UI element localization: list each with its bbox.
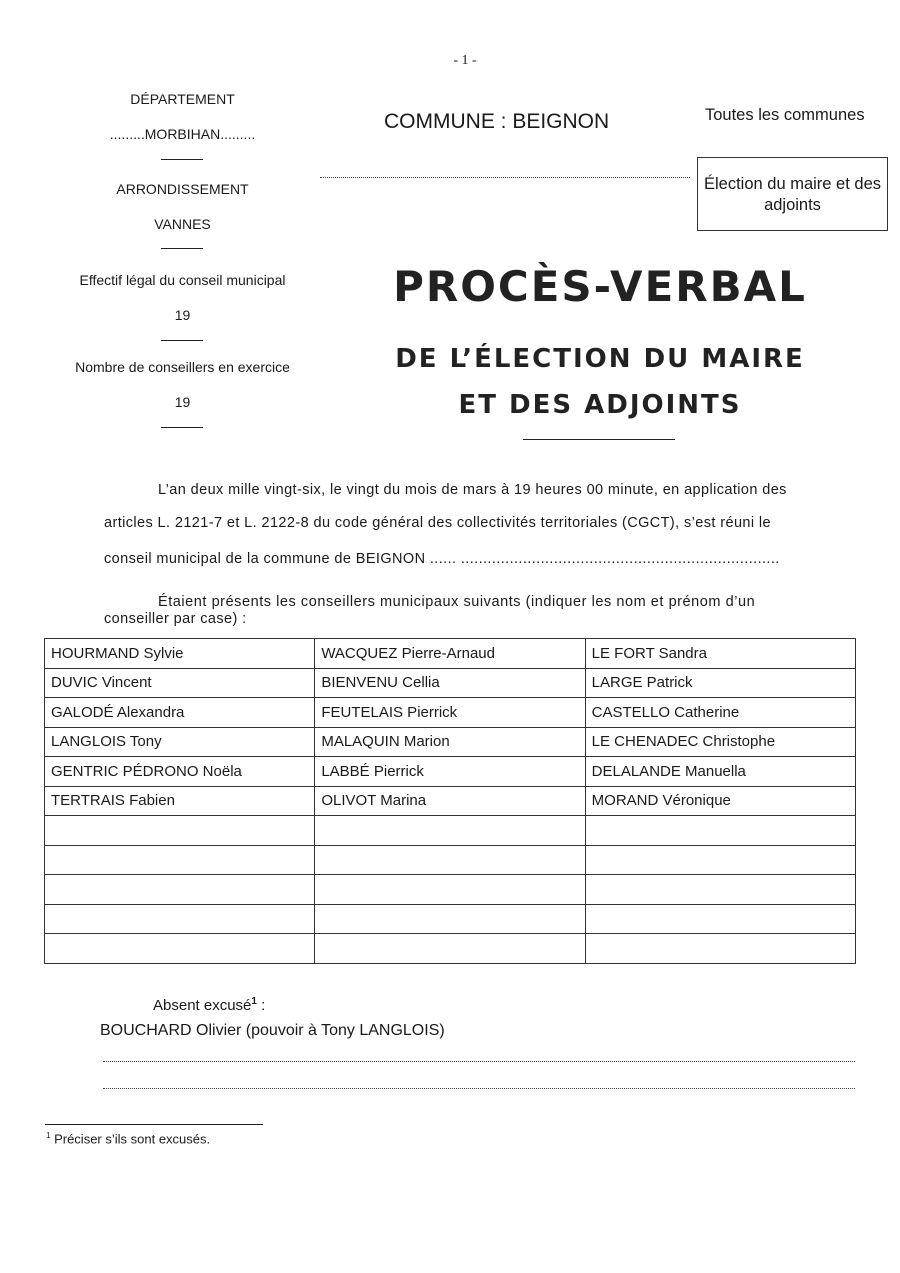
- election-box: [697, 157, 888, 231]
- members-table: [44, 638, 856, 964]
- member-cell: LABBÉ Pierrick: [315, 757, 585, 787]
- intro-line-2: articles L. 2121-7 et L. 2122-8 du code général des collectivités territoriales (CGCT), s’est réuni le: [104, 515, 772, 531]
- member-cell: DELALANDE Manuella: [585, 757, 855, 787]
- commune-name: COMMUNE : BEIGNON: [384, 110, 610, 133]
- exercice-label: Nombre de conseillers en exercice: [75, 359, 290, 375]
- absent-label: Absent excusé: [153, 997, 252, 1014]
- member-cell: [315, 845, 585, 875]
- title-underline: [523, 439, 675, 440]
- scope-label: Toutes les communes: [705, 106, 865, 124]
- divider: [161, 340, 203, 341]
- member-cell: HOURMAND Sylvie: [45, 639, 315, 669]
- member-cell: FEUTELAIS Pierrick: [315, 698, 585, 728]
- page-number: - 1 -: [453, 53, 477, 68]
- present-intro-line-1: Étaient présents les conseillers municipaux suivants (indiquer les nom et prénom d’un: [158, 594, 756, 610]
- member-cell: [585, 934, 855, 964]
- absent-dotted-line: [103, 1061, 855, 1062]
- member-cell: [315, 904, 585, 934]
- member-cell: [315, 934, 585, 964]
- subtitle-line-2: ET DES ADJOINTS: [458, 390, 742, 420]
- effectif-label: Effectif légal du conseil municipal: [79, 272, 286, 288]
- member-cell: [45, 904, 315, 934]
- table-row: [45, 757, 856, 787]
- departement-value: .........MORBIHAN.........: [109, 126, 256, 142]
- present-intro-line-2: conseiller par case) :: [104, 611, 247, 627]
- member-cell: [315, 875, 585, 905]
- absent-entry: BOUCHARD Olivier (pouvoir à Tony LANGLOIS): [100, 1022, 445, 1039]
- member-cell: [45, 934, 315, 964]
- table-row: [45, 845, 856, 875]
- table-row: [45, 816, 856, 846]
- table-row: [45, 639, 856, 669]
- subtitle-line-1: DE L’ÉLECTION DU MAIRE: [395, 344, 805, 374]
- page-title: PROCÈS-VERBAL: [393, 262, 807, 311]
- divider: [161, 248, 203, 249]
- divider: [161, 427, 203, 428]
- footnote-separator: [45, 1124, 263, 1125]
- table-row: [45, 904, 856, 934]
- footnote-text: Préciser s’ils sont excusés.: [54, 1131, 211, 1147]
- table-row: [45, 875, 856, 905]
- election-box-label: Élection du maire et des adjoints: [703, 175, 881, 214]
- table-row: [45, 668, 856, 698]
- member-cell: [585, 875, 855, 905]
- member-cell: LE CHENADEC Christophe: [585, 727, 855, 757]
- member-cell: [585, 904, 855, 934]
- intro-line-1: L’an deux mille vingt-six, le vingt du mois de mars à 19 heures 00 minute, en application des: [158, 482, 787, 498]
- footnote: [46, 1131, 210, 1146]
- arrondissement-label: ARRONDISSEMENT: [116, 181, 249, 197]
- footnote-number: 1: [46, 1131, 51, 1140]
- absent-dotted-line: [103, 1088, 855, 1089]
- member-cell: GENTRIC PÉDRONO Noëla: [45, 757, 315, 787]
- table-row: [45, 934, 856, 964]
- intro-line-3: conseil municipal de la commune de BEIGNON ...... ........................................................................: [104, 551, 780, 567]
- table-row: [45, 786, 856, 816]
- member-cell: OLIVOT Marina: [315, 786, 585, 816]
- member-cell: [585, 816, 855, 846]
- divider: [161, 159, 203, 160]
- footnote-ref: 1: [251, 996, 257, 1007]
- absent-label-line: [153, 996, 265, 1014]
- member-cell: GALODÉ Alexandra: [45, 698, 315, 728]
- member-cell: LE FORT Sandra: [585, 639, 855, 669]
- member-cell: MALAQUIN Marion: [315, 727, 585, 757]
- member-cell: WACQUEZ Pierre-Arnaud: [315, 639, 585, 669]
- member-cell: CASTELLO Catherine: [585, 698, 855, 728]
- member-cell: MORAND Véronique: [585, 786, 855, 816]
- absent-label-suffix: :: [256, 997, 266, 1014]
- member-cell: [585, 845, 855, 875]
- table-row: [45, 698, 856, 728]
- member-cell: [45, 845, 315, 875]
- table-row: [45, 727, 856, 757]
- departement-label: DÉPARTEMENT: [130, 91, 235, 107]
- member-cell: DUVIC Vincent: [45, 668, 315, 698]
- effectif-value: 19: [174, 307, 191, 323]
- exercice-value: 19: [174, 394, 191, 410]
- member-cell: [315, 816, 585, 846]
- member-cell: LANGLOIS Tony: [45, 727, 315, 757]
- member-cell: BIENVENU Cellia: [315, 668, 585, 698]
- commune-dotted-line: [320, 177, 690, 178]
- member-cell: [45, 816, 315, 846]
- member-cell: TERTRAIS Fabien: [45, 786, 315, 816]
- arrondissement-value: VANNES: [154, 216, 211, 232]
- member-cell: LARGE Patrick: [585, 668, 855, 698]
- member-cell: [45, 875, 315, 905]
